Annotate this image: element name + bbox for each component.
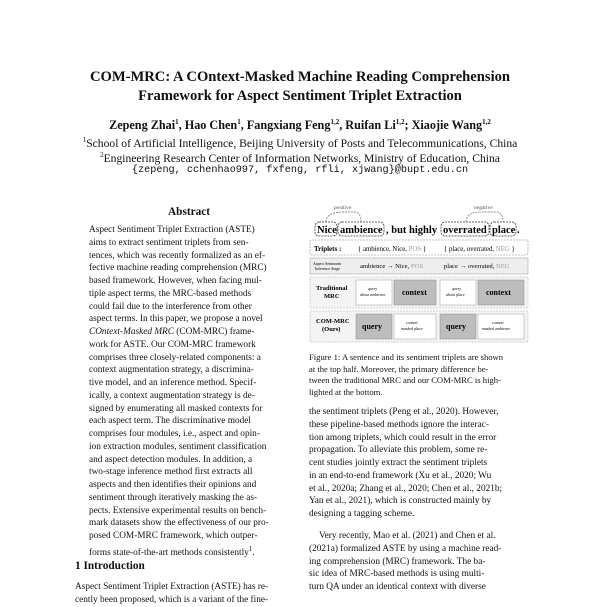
aff-sup: 1 (82, 136, 87, 144)
body-line: tion among triplets, which could result in the error (309, 432, 497, 443)
author-list: Zepeng Zhai$^1$, Hao Chen$^1$, Fangxiang Feng$^{1,2}$, Ruifan Li$^{1,2}$; Xiaojie Wang$^{1,2}$ (109, 118, 491, 133)
abstract-line: comprises three closely-related components: a (89, 352, 261, 363)
triplets-label: Triplets : (314, 245, 342, 253)
abstract-line: fective machine reading comprehension (MRC) (89, 263, 267, 274)
author: Hao Chen (184, 118, 238, 133)
body-line: the sentiment triplets (Peng et al., 2020). However, (309, 407, 499, 417)
stage-step-1: ambience → Nice, POS (360, 263, 424, 270)
abstract-line: aims to extract sentiment triplets from sen- (89, 237, 249, 248)
abstract-line: two-stage inference method first extracts all (89, 467, 253, 478)
body-line: (2021a) formalized ASTE by using a machine read- (309, 543, 502, 554)
svg-text:query: query (452, 286, 462, 291)
author-sup: 1 (237, 118, 241, 126)
introduction-body (75, 581, 291, 607)
body-line: et al., 2020a; Zhang et al., 2020; Chen et al., 2021b; (309, 483, 503, 494)
trad-label-2: MRC (324, 293, 340, 300)
caption-line: at the top half. Moreover, the primary difference be- (309, 363, 489, 374)
body-line: cent studies jointly extract the sentiment triplets (309, 458, 488, 468)
abstract-line: forms state-of-the-art methods consistently$^1$. (89, 544, 255, 558)
abstract-line: sentiment through iteratively masking the as- (89, 492, 258, 503)
com-label-1: COM-MRC (316, 318, 350, 325)
author-emails: {zepeng, cchenhao997, fxfeng, rfli, xjwang}@bupt.edu.cn (131, 165, 469, 176)
word-nice: Nice (317, 225, 337, 236)
abstract-line: posed COM-MRC framework, which outper- (89, 531, 258, 541)
body-paragraph-2 (309, 530, 529, 594)
negative-label: negative (474, 205, 493, 211)
body-line: sic idea of MRC-based methods is using multi- (309, 569, 485, 580)
aff-sup: 2 (100, 151, 104, 159)
abstract-line: aspect terms. In this paper, we propose a novel (89, 314, 263, 325)
body-line: ing comprehension (MRC) framework. The ba- (309, 556, 486, 567)
aff-text: Engineering Research Center of Information Networks, Ministry of Education, China (103, 151, 500, 165)
svg-text:query: query (368, 286, 378, 291)
com-label-2: (Ours) (322, 326, 341, 333)
author-sup: 1 (175, 118, 179, 126)
svg-text:context: context (492, 320, 504, 325)
author: Xiaojie Wang (411, 118, 483, 133)
author: Zepeng Zhai (109, 118, 176, 133)
paper-title-line-1: COM-MRC: A COntext-Masked Machine Reading Comprehension (89, 69, 511, 85)
abstract-line: tences, which was recently formalized as an ef- (89, 250, 266, 261)
abstract-line: and aspect detection modules. In addition, a (89, 454, 253, 465)
stage-step-2: place → overrated, NEG (444, 263, 510, 270)
negative-arc (466, 212, 503, 222)
abstract-line: comprises four modules, i.e., aspect and opin- (89, 429, 260, 439)
abstract-line: work for ASTE. Our COM-MRC framework (89, 339, 256, 350)
word-but-highly: , but highly (386, 225, 438, 236)
figure-caption (309, 352, 529, 398)
svg-text:masked ambience: masked ambience (482, 326, 511, 331)
svg-text:about place: about place (446, 292, 465, 297)
svg-text:context: context (402, 288, 427, 297)
intro-line: cently been proposed, which is a variant of the fine- (75, 594, 269, 605)
abstract-line: ion extraction modules, sentiment classification (89, 441, 267, 452)
abstract-line: each aspect term. The discriminative model (89, 416, 251, 427)
footnote-marker: 1 (248, 544, 253, 553)
abstract-line: based framework. However, when facing mul- (89, 276, 262, 286)
author-sup: 1,2 (482, 118, 491, 126)
body-paragraph-1 (309, 406, 529, 521)
caption-line: tween the traditional MRC and our COM-MRC is high- (309, 375, 501, 386)
abstract-line: aspects and then identifies their opinions and (89, 480, 257, 490)
positive-arc (326, 212, 361, 222)
abstract-line: COntext-Masked MRC (COM-MRC) frame- (89, 327, 255, 337)
word-period: . (517, 225, 520, 236)
body-line: Very recently, Mao et al. (2021) and Chen et al. (319, 531, 496, 541)
caption-line: lighted at the bottom. (309, 386, 383, 397)
body-line: propagation. To alleviate this problem, some re- (309, 445, 488, 456)
paper-title-line-2: Framework for Aspect Sentiment Triplet Extraction (138, 88, 462, 104)
body-line: turn QA under an identical context with diverse (309, 582, 486, 592)
abstract-line: ically, a context augmentation strategy is de- (89, 390, 255, 401)
introduction-heading: 1 Introduction (75, 560, 145, 572)
author-sup: 1,2 (395, 118, 405, 126)
body-line: in an end-to-end framework (Xu et al., 2020; Wu (309, 470, 492, 481)
author: Ruifan Li (345, 118, 396, 133)
abstract-line: context augmentation strategy, a discrimina- (89, 365, 254, 376)
caption-line: Figure 1: A sentence and its sentiment triplets are shown (309, 352, 504, 362)
abstract-line: Aspect Sentiment Triplet Extraction (ASTE) (89, 225, 255, 235)
svg-text:query: query (362, 322, 382, 331)
triplet-2: { place, overrated, NEG } (444, 246, 515, 253)
author-sup: 1,2 (330, 118, 340, 126)
svg-text:masked place: masked place (401, 326, 423, 331)
positive-label: positive (334, 205, 352, 211)
aff-text: School of Artificial Intelligence, Beijing University of Posts and Telecommunications, China (86, 136, 518, 150)
abstract-line: tiple aspect terms, the MRC-based methods (89, 288, 252, 299)
trad-label-1: Traditional (316, 285, 348, 292)
abstract-body (89, 224, 291, 560)
word-ambience: ambience (340, 225, 383, 236)
author: Fangxiang Feng (246, 118, 331, 133)
abstract-heading: Abstract (168, 206, 211, 218)
word-place: place (492, 225, 516, 236)
svg-text:query: query (446, 322, 466, 331)
body-line: designing a tagging scheme. (309, 509, 415, 519)
abstract-line: pects. Extensive experimental results on bench- (89, 505, 267, 516)
abstract-line: tive model, and an inference method. Specif- (89, 378, 257, 388)
svg-text:context: context (486, 288, 511, 297)
abstract-line: could fail due to the interference from other (89, 301, 252, 312)
abstract-line: mark datasets show the effectiveness of our pro- (89, 518, 269, 529)
figure-1 (306, 200, 532, 348)
body-line: Yan et al., 2021), which is constructed mainly by (309, 496, 492, 507)
body-line: these pipeline-based methods ignore the interac- (309, 419, 489, 430)
svg-text:context: context (406, 320, 418, 325)
triplet-1: { ambience, Nice, POS } (358, 246, 427, 253)
stage-label-2: Inference Stage (315, 266, 340, 271)
abstract-line: signed by enumerating all masked contexts for (89, 403, 263, 414)
stage-label-1: Aspect Sentiment (313, 261, 342, 266)
svg-text:about ambience: about ambience (360, 292, 386, 297)
intro-line: Aspect Sentiment Triplet Extraction (ASTE) has re- (75, 582, 269, 592)
word-overrated: overrated (443, 225, 487, 236)
